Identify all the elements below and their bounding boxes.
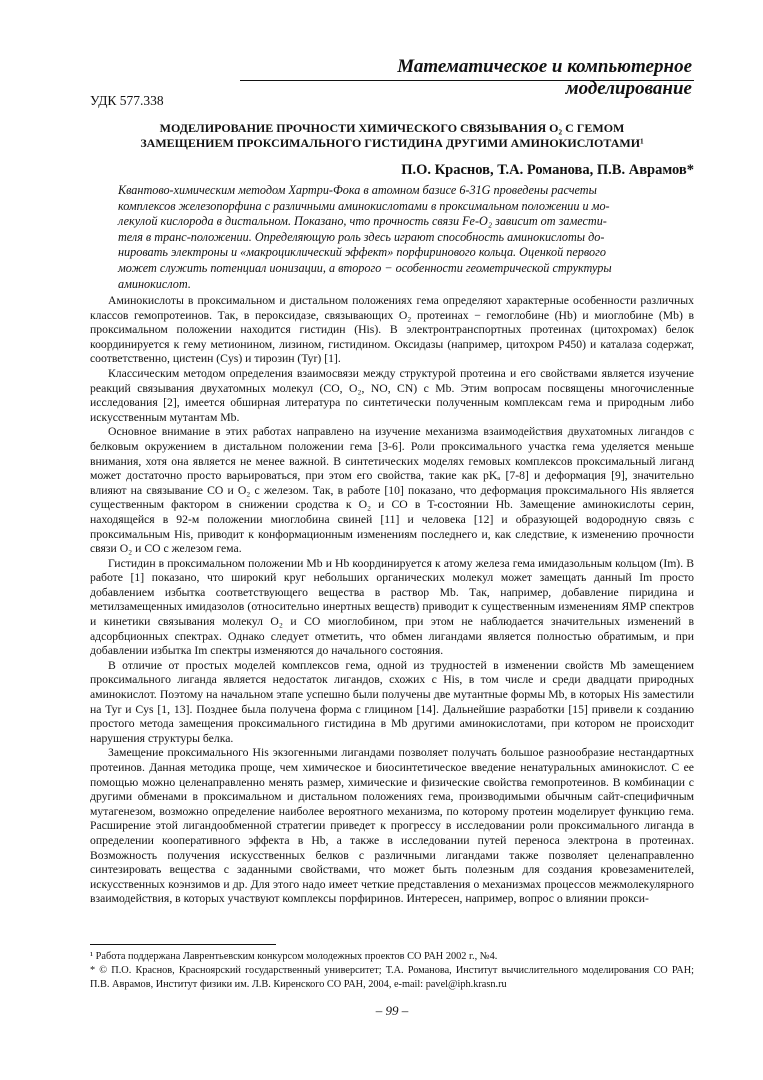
body-paragraph: Основное внимание в этих работах направлено на изучение механизма взаимодействия двухатомных лигандов с белковым окружением в дистальном положении гема [3-6]. Роли проксимального участка гема уделяется меньше внимания, хотя она является не менее важной. В синтетических моделях гемовых комплексов проксимальный лиганд может достаточно просто варьироваться, при этом его свойства, такие как pKₐ [7-8] и деформация [9], значительно влияют на связывание CO и O₂ с железом. Так, в работе [10] показано, что деформация проксимального His является существенным фактором в снижении сродства к O₂ и CO в T-состоянии Hb. Замещение аминокислоты серин, находящейся в 92-м положении миоглобина свиней [11] и человека [12] и образующей водородную связь с проксимальным His, приводит к конформационным изменениям последнего и, как следствие, к изменению прочности связи O₂ и CO с железом гема.: [90, 425, 694, 556]
footnote-copyright: * © П.О. Краснов, Красноярский государственный университет; Т.А. Романова, Институт вычислительного моделирования СО РАН; П.В. Аврамов, Институт физики им. Л.В. Киренского СО РАН, 2004, e-mail: pavel@iph.krasn.ru: [90, 965, 694, 990]
journal-section-title: Математическое и компьютерное моделирование: [397, 56, 692, 99]
article-authors: П.О. Краснов, Т.А. Романова, П.В. Аврамов*: [401, 162, 694, 178]
body-paragraph: Классическим методом определения взаимосвязи между структурой протеина и его свойствами является изучение реакций связывания двухатомных молекул (CO, O₂, NO, CN) с Mb. Этим вопросам посвящены многочисленные исследования [2], имеется обширная литература по синтетически полученным комплексам гема и природным либо искусственным мутантам Mb.: [90, 366, 694, 424]
abstract-line: может служить потенциал ионизации, а второго − особенности геометрической структуры: [118, 260, 612, 275]
page-number: – 99 –: [375, 1003, 409, 1018]
abstract-line: теля в транс-положении. Определяющую роль здесь играют способность аминокислоты до-: [118, 229, 605, 244]
header-rule: [240, 80, 694, 81]
footnote-funding: ¹ Работа поддержана Лаврентьевским конкурсом молодежных проектов СО РАН 2002 г., №4.: [90, 951, 498, 962]
body-paragraph: Гистидин в проксимальном положении Mb и Hb координируется к атому железа гема имидазольным кольцом (Im). В работе [1] показано, что широкий круг небольших органических молекул может замещать данный Im просто добавлением избытка соответствующего вещества в раствор Mb. Так, например, добавление пиридина и метилзамещенных имидазолов (относительно инертных веществ) приводит к существенным изменениям ЯМР спектров и кинетики связывания молекул O₂ и CO миоглобином, при этом не наблюдается значительных изменений в адсорбционных спектрах. Однако следует отметить, что обмен лигандами является полностью обратимым, и при добавлении избытка Im спектры изменяются до начального состояния.: [90, 556, 694, 658]
article-title: [90, 121, 694, 151]
body-paragraph: Замещение проксимального His экзогенными лигандами позволяет получать большое разнообразие нестандартных протеинов. Данная методика проще, чем химическое и биосинтетическое введение ненатуральных аминокислот. С ее помощью можно целенаправленно менять размер, химические и физические свойства гемопротеинов. В комбинации с другими обменами в проксимальном и дистальном положениях гема, производимыми обычным сайт-специфичным мутагенезом, возможно определение наиболее вероятного механизма, по которому протеин моделирует функцию гема. Расширение этой лигандообменной стратегии приведет к прогрессу в исследовании роли проксимального лиганда в определении кооперативного эффекта в Hb, а также в исследовании путей переноса электрона в протеинах. Возможность получения искусственных белков с различными лигандами также позволяет целенаправленно синтезировать вещества с заданными свойствами, что может быть полезным для создания кровезаменителей, искусственных коэнзимов и др. Для этого надо имеет четкие представления о механизмах процессов межмолекулярного взаимодействия, в которых участвуют комплексы порфиринов. Интересен, например, вопрос о влиянии прокси-: [90, 746, 694, 906]
abstract-line: нировать электроны и «макроциклический эффект» порфиринового кольца. Оценкой первого: [118, 245, 606, 260]
udc-code: УДК 577.338: [90, 93, 164, 108]
article-title-line-1: МОДЕЛИРОВАНИЕ ПРОЧНОСТИ ХИМИЧЕСКОГО СВЯЗЫВАНИЯ O₂ С ГЕМОМ: [159, 121, 625, 135]
body-paragraph: В отличие от простых моделей комплексов гема, одной из трудностей в изменении свойств Mb замещением проксимального лиганда является недостаток лигандов, схожих с His, в том числе и среди двадцати природных аминокислот. Поэтому на начальном этапе успешно были получены две мутантные формы Mb, в которых His заместили на Tyr и Cys [1, 13]. Позднее была получена форма с глицином [14]. Дальнейшие разработки [15] привели к созданию простого метода замещения проксимального гистидина в Mb другими аминокислотами, при котором не происходит нарушения структуры белка.: [90, 658, 694, 745]
footnote-rule: [90, 944, 276, 945]
footnotes: [90, 950, 694, 992]
body-paragraph: Аминокислоты в проксимальном и дистальном положениях гема определяют характерные особенности различных классов гемопротеинов. Так, в пероксидазе, связывающих O₂ протеинах − гемоглобине (Hb) и миоглобине (Mb) в проксимальном положении находится гистидин (His). В электронтранспортных протеинах (цитохромах) белок координируется к гему метионином, лизином, гистидином. Оксидазы (например, цитохром P450) и каталаза содержат, соответственно, цистеин (Cys) и тирозин (Tyr) [1].: [90, 294, 694, 366]
abstract-line: аминокислот.: [118, 276, 191, 291]
abstract-line: лекулой кислорода в дистальном. Показано, что прочность связи Fe-O₂ зависит от замести-: [118, 214, 607, 229]
abstract: [118, 183, 666, 292]
article-body: [90, 294, 694, 907]
abstract-line: комплексов железопорфина с различными аминокислотами в проксимальном положении и мо-: [118, 198, 610, 213]
article-title-line-2: ЗАМЕЩЕНИЕМ ПРОКСИМАЛЬНОГО ГИСТИДИНА ДРУГИМИ АМИНОКИСЛОТАМИ¹: [140, 136, 644, 150]
abstract-line: Квантово-химическим методом Хартри-Фока в атомном базисе 6-31G проведены расчеты: [118, 183, 597, 197]
